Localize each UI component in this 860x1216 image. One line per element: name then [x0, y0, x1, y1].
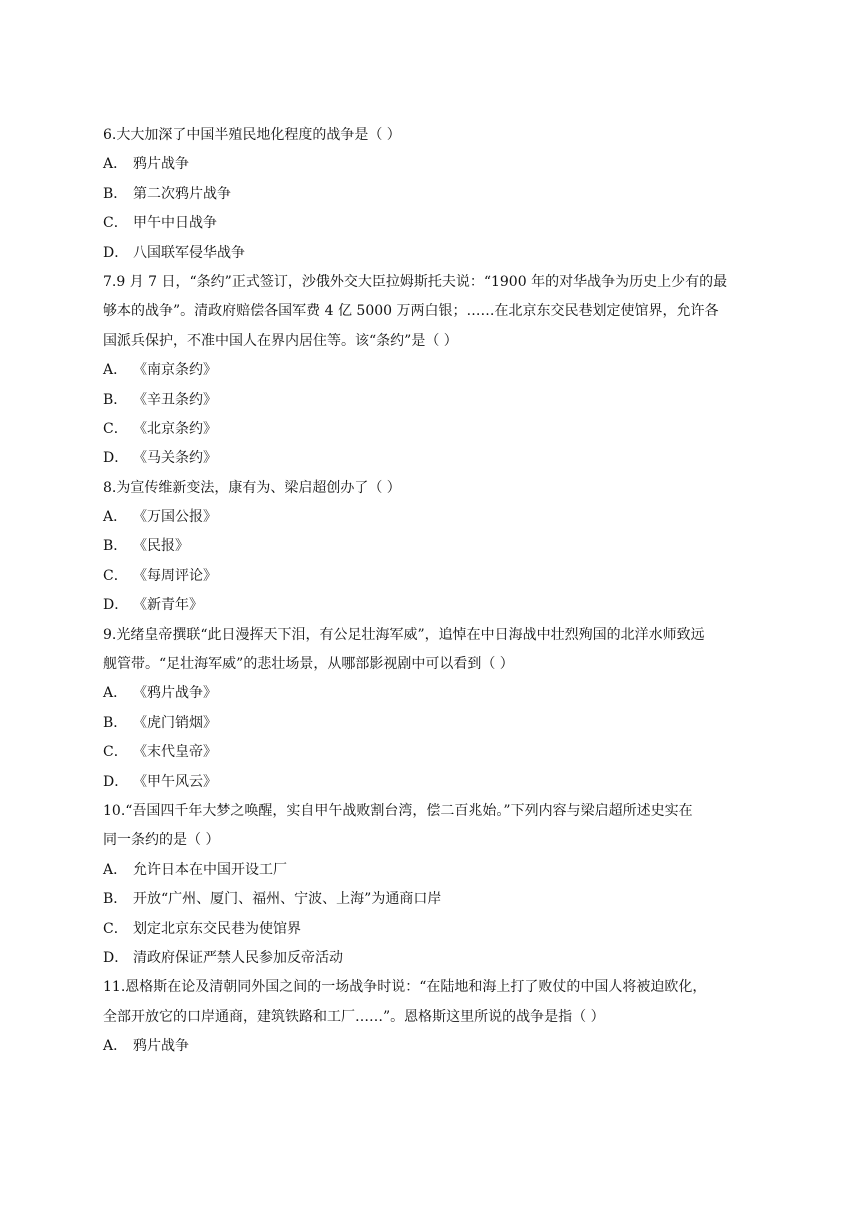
answer-option[interactable]: [103, 679, 763, 708]
answer-option[interactable]: [103, 1032, 763, 1061]
answer-option[interactable]: [103, 709, 763, 738]
option-text: 《甲午风云》: [133, 773, 217, 790]
question-block: [103, 797, 763, 973]
option-text: 《末代皇帝》: [133, 744, 217, 761]
option-letter: A．: [103, 861, 128, 878]
option-text: 《民报》: [133, 538, 189, 555]
option-text: 甲午中日战争: [133, 215, 217, 232]
option-letter: B．: [103, 714, 128, 731]
question-stem-line: 国派兵保护，不准中国人在界内居住等。该“条约”是（ ）: [103, 332, 458, 349]
option-letter: D．: [103, 949, 129, 966]
question-block: [103, 121, 763, 268]
option-letter: A．: [103, 509, 128, 526]
answer-option[interactable]: [103, 591, 763, 620]
question-stem-line: 够本的战争”。清政府赔偿各国军费 4 亿 5000 万两白银；……在北京东交民巷划定使馆界，允许各: [103, 303, 719, 320]
option-text: 《马关条约》: [133, 450, 217, 467]
option-letter: C．: [103, 567, 128, 584]
option-letter: B．: [103, 185, 128, 202]
question-stem-line: 9.光绪皇帝撰联“此日漫挥天下泪，有公足壮海军威”，追悼在中日海战中壮烈殉国的北洋水师致远: [103, 626, 705, 643]
answer-option[interactable]: [103, 856, 763, 885]
answer-option[interactable]: [103, 150, 763, 179]
question-block: [103, 474, 763, 621]
question-stem-line: 同一条约的是（ ）: [103, 832, 220, 849]
option-text: 清政府保证严禁人民参加反帝活动: [133, 949, 343, 966]
answer-option[interactable]: [103, 562, 763, 591]
answer-option[interactable]: [103, 180, 763, 209]
exam-page: [103, 121, 763, 1062]
question-stem-line: 10.“吾国四千年大梦之唤醒，实自甲午战败割台湾，偿二百兆始。”下列内容与梁启超所述史实在: [103, 802, 693, 819]
answer-option[interactable]: [103, 386, 763, 415]
answer-option[interactable]: [103, 885, 763, 914]
answer-option[interactable]: [103, 738, 763, 767]
option-text: 允许日本在中国开设工厂: [133, 861, 287, 878]
option-text: 八国联军侵华战争: [133, 244, 245, 261]
option-letter: C．: [103, 215, 128, 232]
option-text: 《虎门销烟》: [133, 714, 217, 731]
question-stem-line: 全部开放它的口岸通商，建筑铁路和工厂……”。恩格斯这里所说的战争是指（ ）: [103, 1008, 605, 1025]
option-letter: A．: [103, 156, 128, 173]
question-stem-line: 舰管带。“足壮海军威”的悲壮场景，从哪部影视剧中可以看到（ ）: [103, 656, 514, 673]
option-text: 鸦片战争: [133, 156, 189, 173]
question-stem-line: 11.恩格斯在论及清朝同外国之间的一场战争时说：“在陆地和海上打了败仗的中国人将被迫欧化，: [103, 979, 707, 996]
option-text: 《万国公报》: [133, 509, 217, 526]
option-letter: C．: [103, 420, 128, 437]
option-text: 《辛丑条约》: [133, 391, 217, 408]
option-letter: B．: [103, 891, 128, 908]
option-text: 开放“广州、厦门、福州、宁波、上海”为通商口岸: [133, 891, 442, 908]
answer-option[interactable]: [103, 239, 763, 268]
option-text: 《南京条约》: [133, 362, 217, 379]
option-letter: B．: [103, 538, 128, 555]
answer-option[interactable]: [103, 944, 763, 973]
option-letter: D．: [103, 450, 129, 467]
answer-option[interactable]: [103, 209, 763, 238]
answer-option[interactable]: [103, 532, 763, 561]
option-text: 第二次鸦片战争: [133, 185, 231, 202]
answer-option[interactable]: [103, 415, 763, 444]
answer-option[interactable]: [103, 356, 763, 385]
option-letter: C．: [103, 744, 128, 761]
option-letter: C．: [103, 920, 128, 937]
question-stem-line: 8.为宣传维新变法，康有为、梁启超创办了（ ）: [103, 479, 401, 496]
question-block: [103, 621, 763, 797]
option-text: 《新青年》: [133, 597, 203, 614]
option-letter: A．: [103, 362, 128, 379]
option-text: 《每周评论》: [133, 567, 217, 584]
option-text: 划定北京东交民巷为使馆界: [133, 920, 301, 937]
option-letter: A．: [103, 685, 128, 702]
answer-option[interactable]: [103, 503, 763, 532]
answer-option[interactable]: [103, 915, 763, 944]
option-text: 鸦片战争: [133, 1038, 189, 1055]
answer-option[interactable]: [103, 768, 763, 797]
option-text: 《鸦片战争》: [133, 685, 217, 702]
option-letter: D．: [103, 244, 129, 261]
question-block: [103, 973, 763, 1061]
option-letter: D．: [103, 773, 129, 790]
option-letter: A．: [103, 1038, 128, 1055]
question-block: [103, 268, 763, 474]
answer-option[interactable]: [103, 444, 763, 473]
option-letter: B．: [103, 391, 128, 408]
option-text: 《北京条约》: [133, 420, 217, 437]
question-stem-line: 7.9 月 7 日，“条约”正式签订，沙俄外交大臣拉姆斯托夫说：“1900 年的对华战争为历史上少有的最: [103, 273, 728, 290]
option-letter: D．: [103, 597, 129, 614]
question-stem-line: 6.大大加深了中国半殖民地化程度的战争是（ ）: [103, 127, 401, 143]
